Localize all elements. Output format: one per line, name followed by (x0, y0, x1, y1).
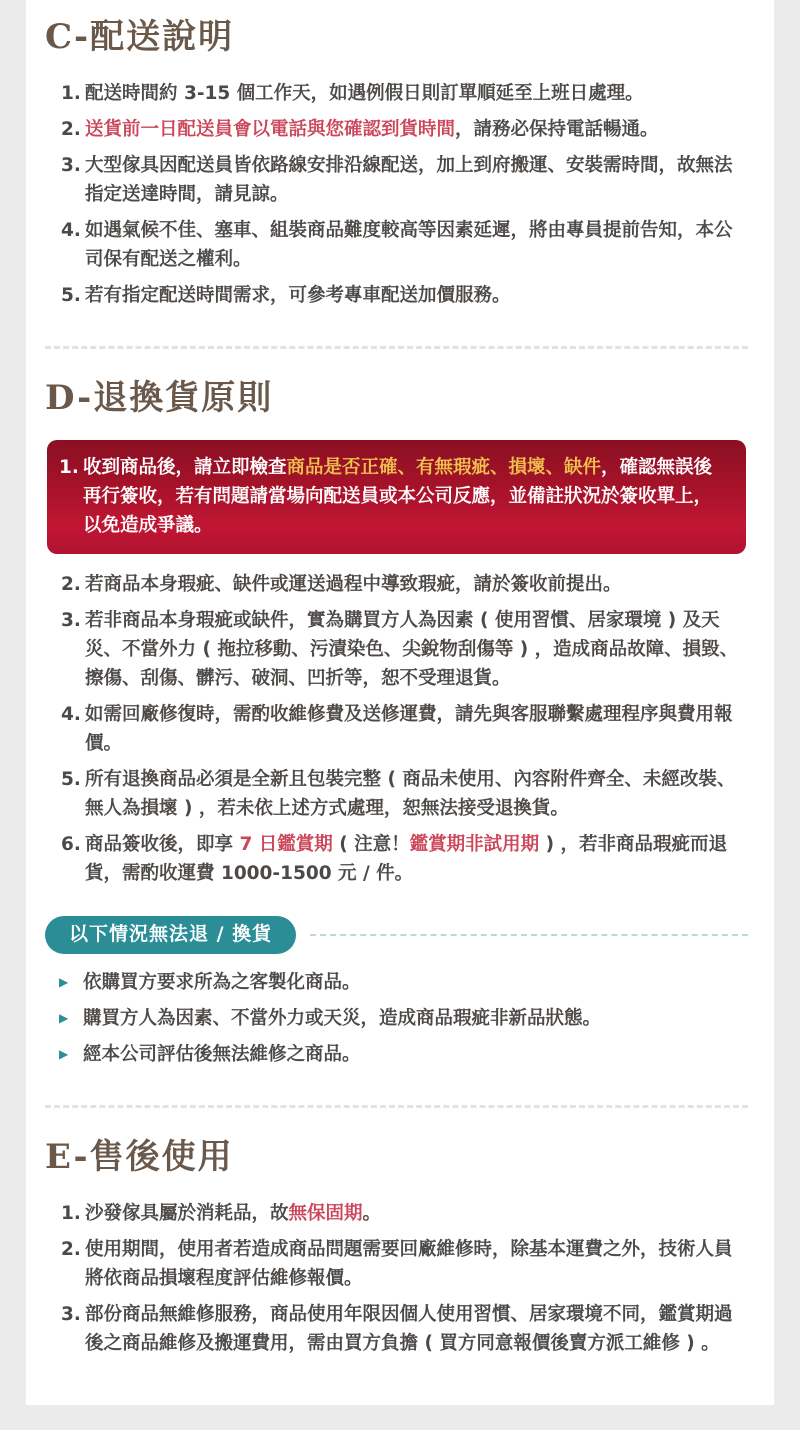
item-text (85, 830, 748, 888)
text-segment-dark: 部份商品無維修服務，商品使用年限因個人使用習慣、居家環境不同，鑑賞期過後之商品維修及搬運費用，需由買方負擔 ( 買方同意報價後賣方派工維修 ) 。 (85, 1304, 733, 1355)
item-number: 3. (61, 155, 81, 177)
item-number: 2. (61, 1239, 81, 1261)
item-text (85, 700, 748, 758)
text-segment-dark: 所有退換商品必須是全新且包裝完整 ( 商品未使用、內容附件齊全、未經改裝、無人為損壞 ) ，若未依上述方式處理，恕無法接受退換貨。 (85, 769, 736, 820)
triangle-bullet-icon: ▶ (59, 1047, 69, 1062)
text-segment-dark: 如需回廠修復時，需酌收維修費及送修運費，請先與客服聯繫處理程序與費用報價。 (85, 704, 733, 755)
text-segment-dark: 使用期間，使用者若造成商品問題需要回廠維修時，除基本運費之外，技術人員將依商品損壞程度評估維修報價。 (85, 1239, 733, 1290)
text-segment-dark: ( 注意！ (332, 834, 410, 856)
dashed-divider (45, 346, 748, 349)
item-number: 3. (61, 1304, 81, 1326)
item-text (85, 1235, 748, 1293)
item-text (83, 968, 748, 997)
policy-item (61, 570, 748, 599)
text-segment-red: 7 日鑑賞期 (239, 834, 333, 856)
policy-item (59, 453, 728, 540)
policy-item (61, 216, 748, 274)
item-number: 6. (61, 834, 81, 856)
item-text (85, 606, 748, 693)
item-text (83, 1040, 748, 1069)
text-segment-white: ，確認無誤後再行簽收，若有問題請當場向配送員或本公司反應，並備註狀況於簽收單上，以免造成爭議。 (83, 457, 713, 537)
text-segment-red: 無保固期 (288, 1203, 363, 1225)
delivery-list (61, 79, 748, 310)
text-segment-dark: ，請務必保持電話暢通。 (455, 119, 659, 141)
item-number: 3. (61, 610, 81, 632)
item-number: 2. (61, 574, 81, 596)
item-text (85, 1300, 748, 1358)
no-return-item (59, 968, 748, 997)
item-text (85, 115, 748, 144)
text-segment-gold: 商品是否正確、有無瑕疵、損壞、缺件 (286, 457, 602, 479)
item-number: 1. (61, 83, 81, 105)
text-segment-dark: 配送時間約 3-15 個工作天，如遇例假日則訂單順延至上班日處理。 (85, 83, 644, 105)
return-inspection-alert (47, 440, 746, 554)
policy-item (61, 765, 748, 823)
returns-list (61, 570, 748, 888)
text-segment-dark: 若有指定配送時間需求，可參考專車配送加價服務。 (85, 285, 511, 307)
item-text (85, 79, 748, 108)
text-segment-dark: 依購買方要求所為之客製化商品。 (83, 972, 361, 994)
section-delivery-title: C-配送說明 (45, 17, 235, 57)
item-text (85, 1199, 748, 1228)
no-return-list (59, 968, 748, 1069)
text-segment-red: 送貨前一日配送員會以電話與您確認到貨時間 (85, 119, 456, 141)
text-segment-dark: 。 (362, 1203, 382, 1225)
text-segment-dark: 若商品本身瑕疵、缺件或運送過程中導致瑕疵，請於簽收前提出。 (85, 574, 622, 596)
policy-item (61, 1300, 748, 1358)
item-number: 4. (61, 220, 81, 242)
no-return-badge-row (45, 916, 748, 954)
no-return-item (59, 1040, 748, 1069)
text-segment-dark: 大型傢具因配送員皆依路線安排沿線配送，加上到府搬運、安裝需時間，故無法指定送達時間，請見諒。 (85, 155, 733, 206)
section-returns-title: D-退換貨原則 (45, 378, 274, 419)
content-panel (26, 0, 774, 1405)
policy-item (61, 606, 748, 693)
item-text (85, 570, 748, 599)
text-segment-white: 收到商品後，請立即檢查 (83, 457, 287, 479)
item-number: 5. (61, 285, 81, 307)
dashed-divider (45, 1105, 748, 1108)
item-text (85, 281, 748, 310)
item-text (83, 453, 728, 540)
item-number: 5. (61, 769, 81, 791)
policy-item (61, 115, 748, 144)
text-segment-dark: 沙發傢具屬於消耗品，故 (85, 1203, 289, 1225)
aftersales-list (61, 1199, 748, 1358)
policy-item (61, 700, 748, 758)
policy-item (61, 830, 748, 888)
policy-item (61, 281, 748, 310)
section-returns (45, 379, 748, 1069)
policy-item (61, 151, 748, 209)
text-segment-red: 鑑賞期非試用期 (409, 834, 540, 856)
section-aftersales-title: E-售後使用 (45, 1137, 234, 1178)
item-number: 4. (61, 704, 81, 726)
section-delivery (45, 18, 748, 310)
text-segment-dark: 經本公司評估後無法維修之商品。 (83, 1044, 361, 1066)
text-segment-dark: 購買方人為因素、不當外力或天災，造成商品瑕疵非新品狀態。 (83, 1008, 602, 1030)
item-number: 1. (61, 1203, 81, 1225)
item-text (85, 765, 748, 823)
item-text (85, 216, 748, 274)
dashed-line-blue (310, 934, 748, 936)
no-return-badge: 以下情況無法退 / 換貨 (45, 916, 296, 954)
item-text (85, 151, 748, 209)
no-return-item (59, 1004, 748, 1033)
item-text (83, 1004, 748, 1033)
text-segment-dark: ) ，若非商品瑕疵而退貨，需酌收運費 1000-1500 元 / 件。 (85, 834, 727, 885)
triangle-bullet-icon: ▶ (59, 1011, 69, 1026)
item-number: 1. (59, 457, 79, 479)
item-number: 2. (61, 119, 81, 141)
policy-item (61, 1235, 748, 1293)
policy-item (61, 1199, 748, 1228)
text-segment-dark: 商品簽收後，即享 (85, 834, 240, 856)
text-segment-dark: 如遇氣候不佳、塞車、組裝商品難度較高等因素延遲，將由專員提前告知，本公司保有配送之權利。 (85, 220, 733, 271)
triangle-bullet-icon: ▶ (59, 975, 69, 990)
text-segment-dark: 若非商品本身瑕疵或缺件，實為購買方人為因素 ( 使用習慣、居家環境 ) 及天災、不當外力 ( 拖拉移動、污漬染色、尖銳物刮傷等 ) ，造成商品故障、損毀、擦傷、刮傷、髒污、破洞、凹折等，恕不受理退貨。 (85, 610, 739, 690)
policy-item (61, 79, 748, 108)
section-aftersales (45, 1138, 748, 1358)
